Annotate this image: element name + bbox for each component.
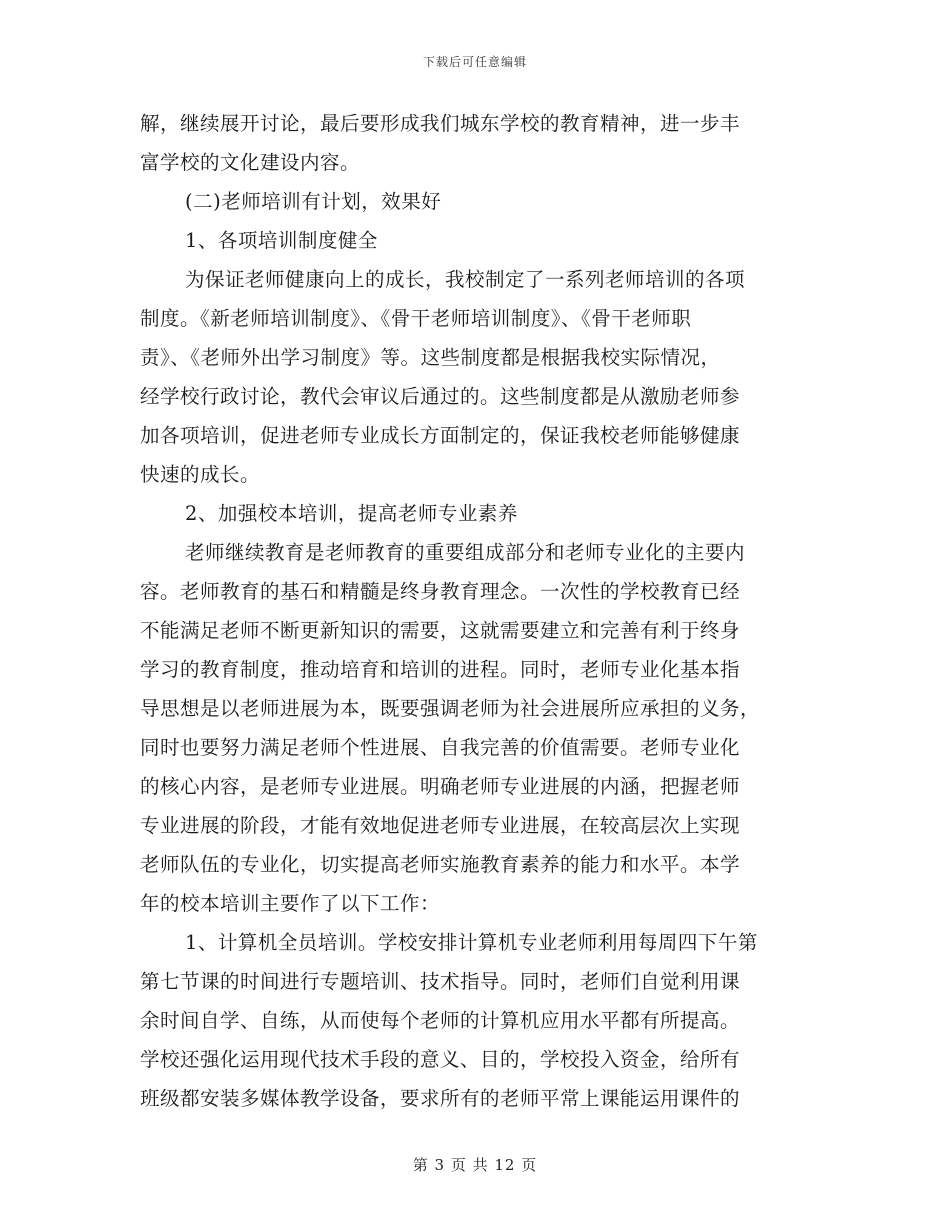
- text-line: 经学校行政讨论，教代会审议后通过的。这些制度都是从激励老师参: [140, 385, 741, 408]
- text-line: 第七节课的时间进行专题培训、技术指导。同时，老师们自觉利用课: [140, 970, 741, 993]
- text-line: 2、加强校本培训，提高老师专业素养: [185, 502, 518, 525]
- text-line: 1、各项培训制度健全: [185, 229, 378, 252]
- text-line: 余时间自学、自练，从而使每个老师的计算机应用水平都有所提高。: [140, 1009, 741, 1032]
- page-footer: 第 3 页 共 12 页: [412, 1156, 538, 1174]
- text-line: 学习的教育制度，推动培育和培训的进程。同时，老师专业化基本指: [140, 658, 741, 681]
- text-line: 班级都安装多媒体教学设备，要求所有的老师平常上课能运用课件的: [140, 1087, 741, 1110]
- text-line: (二)老师培训有计划，效果好: [185, 190, 442, 213]
- text-line: 快速的成长。: [140, 463, 261, 486]
- text-line: 导思想是以老师进展为本，既要强调老师为社会进展所应承担的义务，: [140, 697, 761, 720]
- text-line: 1、计算机全员培训。学校安排计算机专业老师利用每周四下午第: [185, 931, 758, 954]
- text-line: 年的校本培训主要作了以下工作：: [140, 892, 441, 915]
- text-line: 加各项培训，促进老师专业成长方面制定的，保证我校老师能够健康: [140, 424, 741, 447]
- text-line: 学校还强化运用现代技术手段的意义、目的，学校投入资金，给所有: [140, 1048, 741, 1071]
- text-line: 富学校的文化建设内容。: [140, 151, 361, 174]
- text-line: 老师继续教育是老师教育的重要组成部分和老师专业化的主要内: [185, 541, 746, 564]
- text-line: 解，继续展开讨论，最后要形成我们城东学校的教育精神，进一步丰: [140, 112, 741, 135]
- text-line: 老师队伍的专业化，切实提高老师实施教育素养的能力和水平。本学: [140, 853, 741, 876]
- text-line: 为保证老师健康向上的成长，我校制定了一系列老师培训的各项: [185, 268, 746, 291]
- text-line: 制度。《新老师培训制度》、《骨干老师培训制度》、《骨干老师职: [140, 307, 692, 330]
- text-line: 容。老师教育的基石和精髓是终身教育理念。一次性的学校教育已经: [140, 580, 741, 603]
- page-header: 下载后可任意编辑: [422, 55, 527, 69]
- text-line: 同时也要努力满足老师个性进展、自我完善的价值需要。老师专业化: [140, 736, 741, 759]
- text-line: 专业进展的阶段，才能有效地促进老师专业进展，在较高层次上实现: [140, 814, 741, 837]
- document-body: [140, 104, 820, 1118]
- text-line: 的核心内容，是老师专业进展。明确老师专业进展的内涵，把握老师: [140, 775, 741, 798]
- text-line: 责》、《老师外出学习制度》等。这些制度都是根据我校实际情况，: [140, 346, 721, 369]
- text-line: 不能满足老师不断更新知识的需要，这就需要建立和完善有利于终身: [140, 619, 741, 642]
